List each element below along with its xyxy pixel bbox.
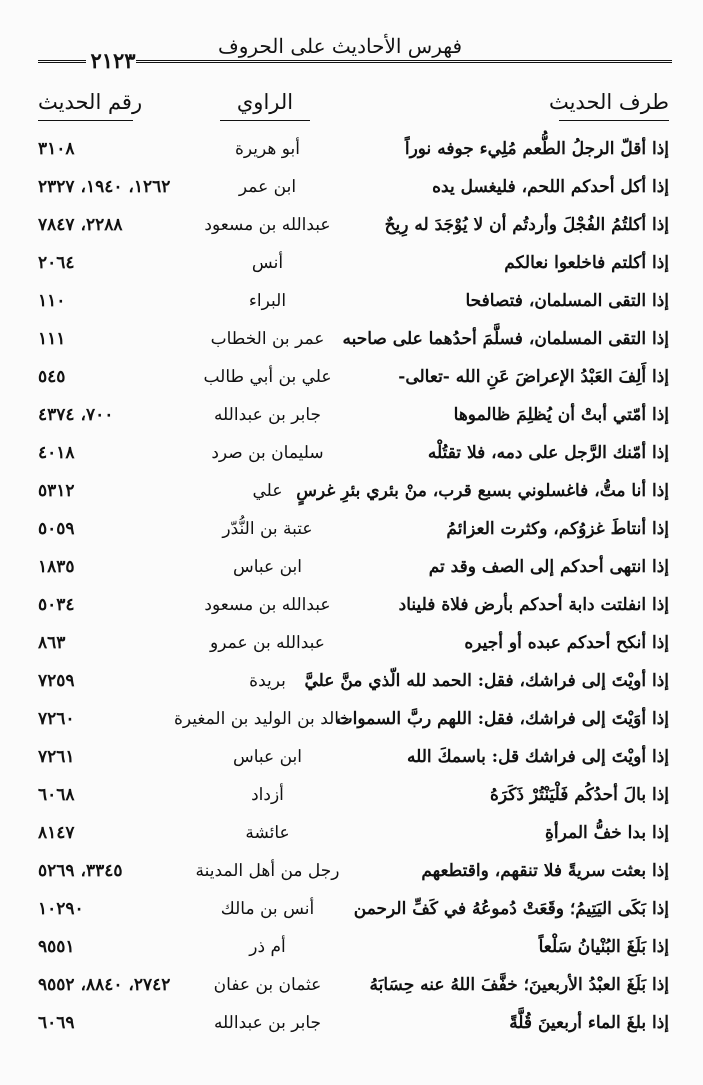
table-row (0, 399, 703, 437)
hadith-number: ٧٢٦٠ (38, 709, 75, 729)
hadith-text: إذا انتهى أحدكم إلى الصف وقد تم (428, 557, 669, 577)
hadith-number: ١٢٦٢، ١٩٤٠، ٢٣٢٧ (38, 177, 171, 197)
narrator: البراء (248, 291, 287, 311)
hadith-text: إذا أنا متُّ، فاغسلوني بسبع قرب، منْ بئري بئرِ غرسٍ (296, 481, 669, 501)
hadith-number: ١٠٢٩٠ (38, 899, 84, 919)
narrator: علي بن أبي طالب (203, 367, 332, 387)
hadith-number: ٩٥٥١ (38, 937, 75, 957)
table-row (0, 855, 703, 893)
hadith-number: ٢٢٨٨، ٧٨٤٧ (38, 215, 123, 235)
table-row (0, 247, 703, 285)
hadith-text: إذا بَكَى اليَتِيمُ؛ وقَعَتْ دُموعُهُ في كَفِّ الرحمن (353, 899, 669, 919)
header-rule-left (38, 60, 86, 63)
hadith-text: إذا بَلَغَ البُنْيانُ سَلْعاً (538, 937, 669, 957)
narrator: سليمان بن صرد (211, 443, 324, 463)
column-header-number: رقم الحديث (38, 90, 143, 114)
hadith-text: إذا أويْتَ إلى فراشك قل: باسمكَ الله (407, 747, 669, 767)
hadith-number: ٥٣١٢ (38, 481, 75, 501)
hadith-text: إذا أمّنك الرَّجل على دمه، فلا تقتُلْه (427, 443, 669, 463)
table-row (0, 513, 703, 551)
table-row (0, 893, 703, 931)
table-row (0, 437, 703, 475)
narrator: عثمان بن عفان (213, 975, 322, 995)
table-row (0, 741, 703, 779)
table-row (0, 779, 703, 817)
hadith-text: إذا التقى المسلمان، فتصافحا (465, 291, 669, 311)
hadith-text: إذا بدا خفُّ المرأةِ (545, 823, 669, 843)
hadith-text: إذا التقى المسلمان، فسلَّمَ أحدُهما على صاحبه (342, 329, 669, 349)
hadith-number: ١١١ (38, 329, 66, 349)
hadith-text: إذا أقلّ الرجلُ الطُّعم مُلِيء جوفه نوراً (404, 139, 669, 159)
hadith-text: إذا أَلِفَ العَبْدُ الإعراضَ عَنِ الله -تعالى- (398, 367, 669, 387)
narrator: أنس (251, 253, 284, 273)
hadith-number: ٣١٠٨ (38, 139, 75, 159)
table-row (0, 665, 703, 703)
table-row (0, 1007, 703, 1045)
table-row (0, 285, 703, 323)
hadith-number: ٨١٤٧ (38, 823, 75, 843)
hadith-text: إذا أكلتم فاخلعوا نعالكم (504, 253, 669, 273)
narrator: خالد بن الوليد بن المغيرة (173, 709, 350, 729)
hadith-number: ٦٠٦٩ (38, 1013, 75, 1033)
hadith-number: ٦٠٦٨ (38, 785, 75, 805)
table-row (0, 551, 703, 589)
column-header-rule-number (38, 120, 133, 121)
narrator: عبدالله بن مسعود (204, 215, 331, 235)
hadith-text: إذا بلغَ الماء أربعينَ قُلَّةً (509, 1013, 669, 1033)
narrator: عمر بن الخطاب (210, 329, 325, 349)
hadith-number: ٧٢٦١ (38, 747, 75, 767)
hadith-text: إذا أوَيْتَ إلى فراشك، فقل: اللهم ربَّ السموات (336, 709, 669, 729)
column-header-text: طرف الحديث (548, 90, 669, 114)
hadith-text: إذا انفلتت دابة أحدكم بأرض فلاة فليناد (398, 595, 669, 615)
narrator: بريدة (249, 671, 286, 691)
hadith-number: ٣٣٤٥، ٥٢٦٩ (38, 861, 123, 881)
table-row (0, 171, 703, 209)
hadith-number: ٧٠٠، ٤٣٧٤ (38, 405, 114, 425)
narrator: علي (252, 481, 283, 501)
hadith-text: إذا أويْتَ إلى فراشك، فقل: الحمد لله الّذي منَّ عليَّ (304, 671, 669, 691)
narrator: أم ذر (249, 937, 286, 957)
hadith-text: إذا بالَ أحدُكُم فَلْيَنْتُرْ ذَكَرَهُ (490, 785, 669, 805)
hadith-index-table (0, 133, 703, 1045)
narrator: عبدالله بن مسعود (204, 595, 331, 615)
page-title: فهرس الأحاديث على الحروف (217, 34, 463, 58)
hadith-text: إذا بعثت سريةً فلا تنقهم، واقتطعهم (421, 861, 669, 881)
narrator: جابر بن عبدالله (213, 1013, 322, 1033)
hadith-number: ٥٠٣٤ (38, 595, 75, 615)
page-header (0, 0, 703, 80)
narrator: أبو هريرة (234, 139, 300, 159)
hadith-number: ٥٤٥ (38, 367, 66, 387)
table-row (0, 209, 703, 247)
hadith-text: إذا أنتاطَ غزوُكم، وكثرت العزائمُ (446, 519, 669, 539)
narrator: ابن عباس (232, 557, 302, 577)
hadith-text: إذا أكلتُمُ الفُجْلَ وأردتُم أن لا يُوْجَدَ له رِيحٌ (384, 215, 669, 235)
hadith-text: إذا أمّتي أبتْ أن يُظلِمَ ظالموها (453, 405, 669, 425)
table-row (0, 361, 703, 399)
narrator: رجل من أهل المدينة (195, 861, 340, 881)
narrator: عائشة (245, 823, 290, 843)
narrator: ابن عباس (232, 747, 302, 767)
hadith-number: ٨٦٣ (38, 633, 66, 653)
narrator: ابن عمر (238, 177, 297, 197)
hadith-number: ٢٠٦٤ (38, 253, 75, 273)
table-row (0, 969, 703, 1007)
column-header-rule-text (559, 120, 669, 121)
table-row (0, 817, 703, 855)
narrator: عبدالله بن عمرو (210, 633, 325, 653)
table-row (0, 475, 703, 513)
hadith-text: إذا أنكح أحدكم عبده أو أجيره (464, 633, 669, 653)
narrator: جابر بن عبدالله (213, 405, 322, 425)
hadith-number: ٧٢٥٩ (38, 671, 75, 691)
narrator: أنس بن مالك (220, 899, 315, 919)
table-row (0, 133, 703, 171)
table-row (0, 627, 703, 665)
narrator: أزداد (251, 785, 284, 805)
hadith-number: ٢٧٤٢، ٨٨٤٠، ٩٥٥٢ (38, 975, 171, 995)
narrator: عتبة بن النُّدّر (222, 519, 313, 539)
hadith-text: إذا أكل أحدكم اللحم، فليغسل يده (432, 177, 669, 197)
column-header-narrator: الراوي (236, 90, 294, 114)
table-row (0, 703, 703, 741)
hadith-number: ٤٠١٨ (38, 443, 75, 463)
table-row (0, 589, 703, 627)
hadith-number: ١٨٣٥ (38, 557, 75, 577)
hadith-number: ١١٠ (38, 291, 66, 311)
hadith-number: ٥٠٥٩ (38, 519, 75, 539)
table-row (0, 323, 703, 361)
column-headers (0, 86, 703, 126)
column-header-rule-narrator (220, 120, 310, 121)
table-row (0, 931, 703, 969)
page-number: ٢١٢٣ (90, 48, 136, 73)
header-rule-right (136, 60, 672, 63)
hadith-text: إذا بَلَغَ العبْدُ الأربعينَ؛ خفَّفَ اللهُ عنه حِسَابَهُ (369, 975, 669, 995)
